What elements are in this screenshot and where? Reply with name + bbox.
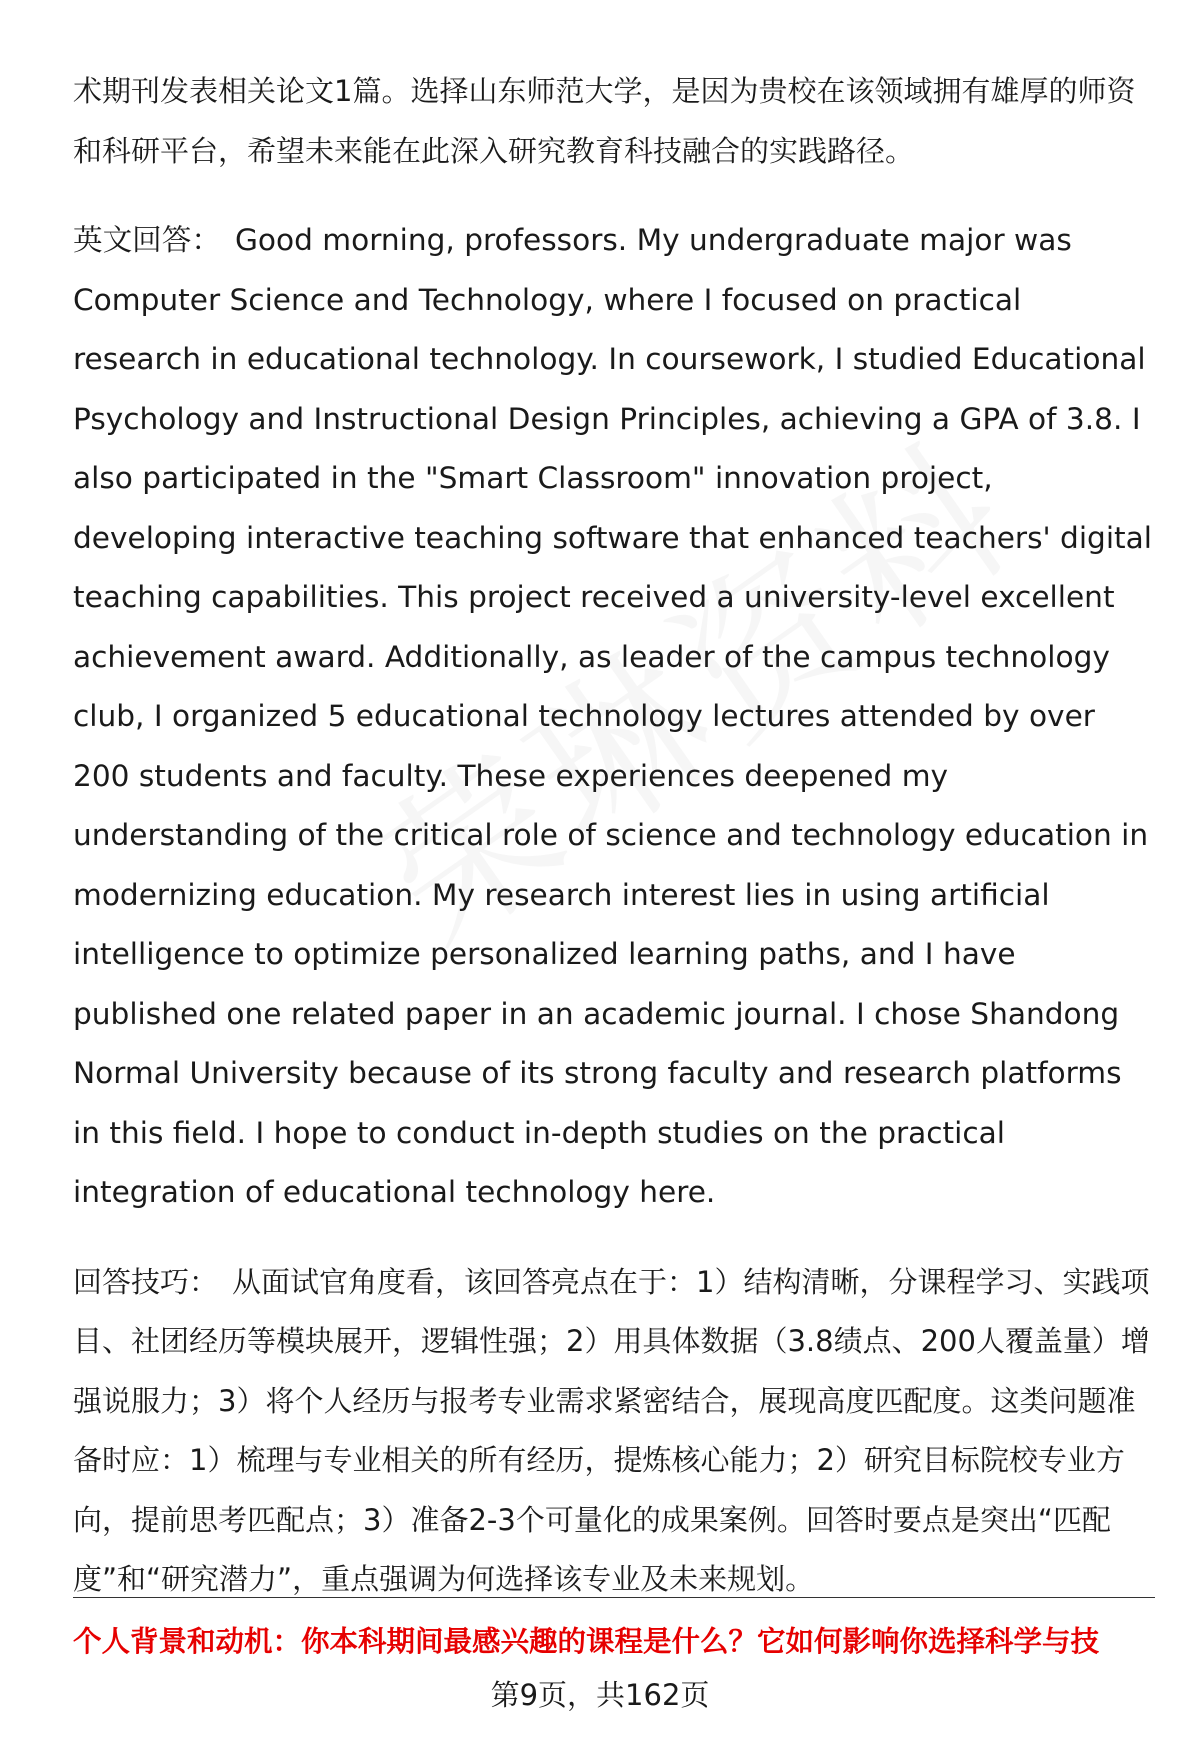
section-divider xyxy=(73,1597,1155,1598)
english-answer-text: Good morning, professors. My undergraduate major was Computer Science and Technology, where I focused on practical research in educational technology. In coursework, I studied Educational Psychology and Instructional Design Principles, achieving a GPA of 3.8. I also participated in the "Smart Classroom" innovation project, developing interactive teaching software that enhanced teachers' digital teaching capabilities. This project received a university-level excellent achievement award. Additionally, as leader of the campus technology club, I organized 5 educational technology lectures attended by over 200 students and faculty. These experiences deepened my understanding of the critical role of science and technology education in modernizing education. My research interest lies in using artificial intelligence to optimize personalized learning paths, and I have published one related paper in an academic journal. I chose Shandong Normal University because of its strong faculty and research platforms in this field. I hope to conduct in-depth studies on the practical integration of educational technology here. xyxy=(73,223,1153,1209)
next-question-heading: 个人背景和动机：你本科期间最感兴趣的课程是什么？它如何影响你选择科学与技 xyxy=(73,1625,1100,1658)
answer-tips-text: 从面试官角度看，该回答亮点在于：1）结构清晰，分课程学习、实践项目、社团经历等模块展开，逻辑性强；2）用具体数据（3.8绩点、200人覆盖量）增强说服力；3）将个人经历与报考专业需求紧密结合，展现高度匹配度。这类问题准备时应：1）梳理与专业相关的所有经历，提炼核心能力；2）研究目标院校专业方向，提前思考匹配点；3）准备2-3个可量化的成果案例。回答时要点是突出“匹配度”和“研究潜力”，重点强调为何选择该专业及未来规划。 xyxy=(73,1264,1150,1596)
answer-tips-label: 回答技巧： xyxy=(73,1264,219,1299)
english-answer-label: 英文回答： xyxy=(73,223,221,257)
document-body xyxy=(73,62,1153,1610)
english-answer-paragraph xyxy=(73,211,1153,1223)
page-number: 第9页，共162页 xyxy=(490,1678,710,1712)
chinese-answer-continuation: 术期刊发表相关论文1篇。选择山东师范大学，是因为贵校在该领域拥有雄厚的师资和科研平台，希望未来能在此深入研究教育科技融合的实践路径。 xyxy=(73,74,1136,168)
answer-tips-paragraph xyxy=(73,1253,1153,1610)
